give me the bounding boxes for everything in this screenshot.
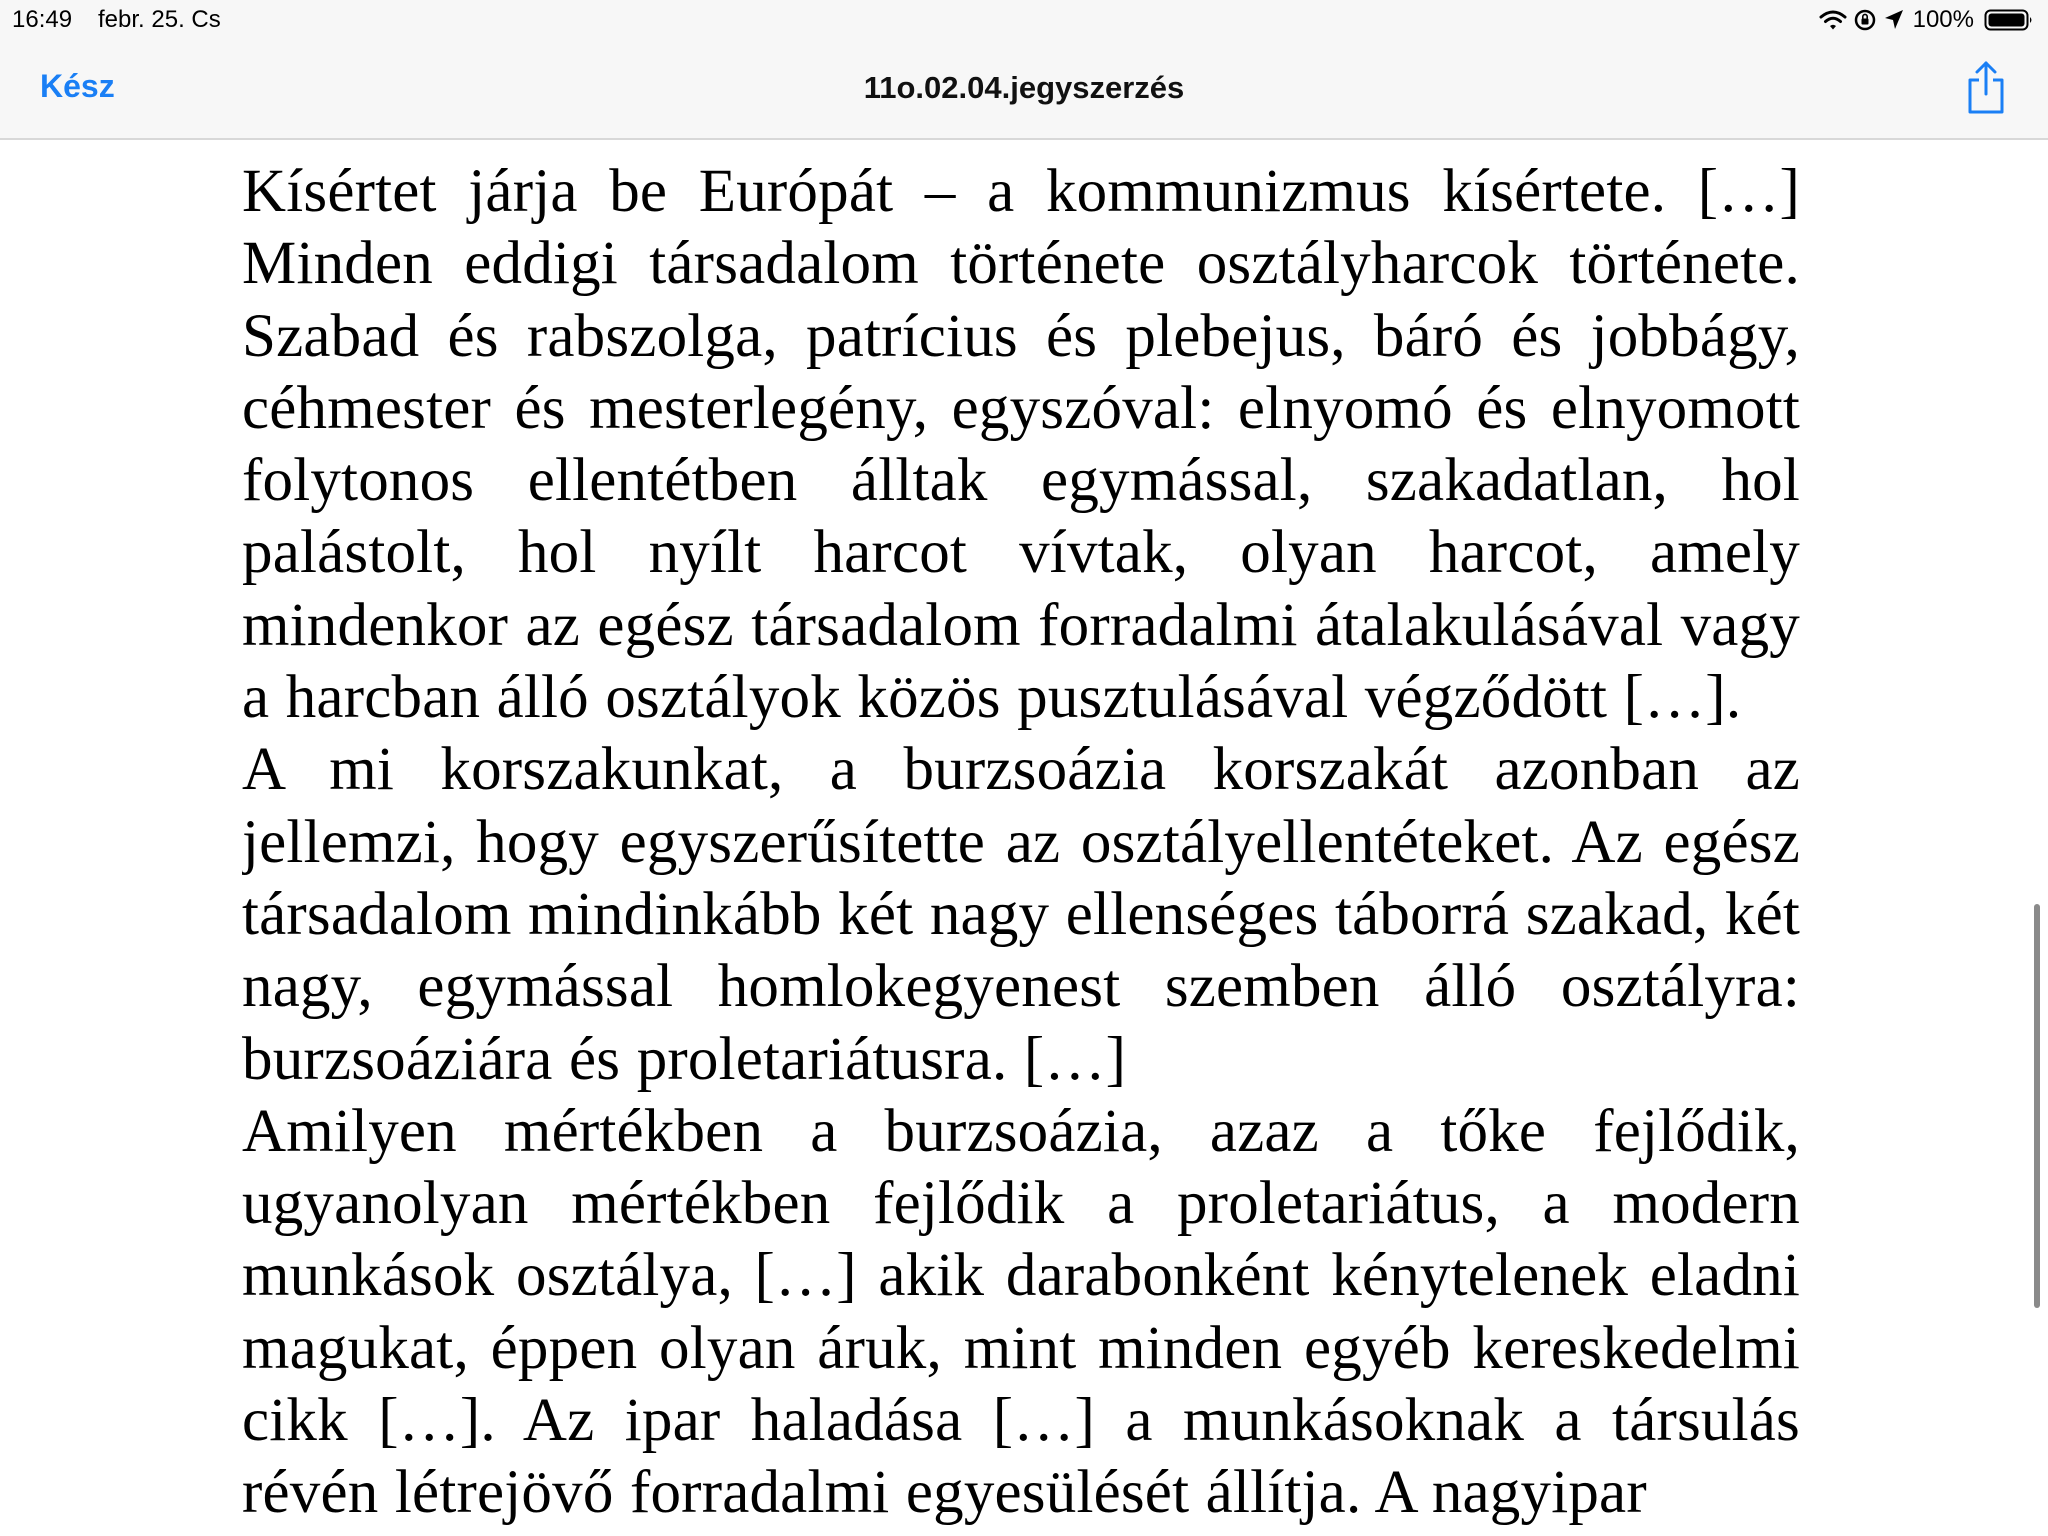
navigation-bar bbox=[0, 40, 2048, 140]
done-button[interactable]: Kész bbox=[40, 68, 115, 104]
paragraph: A mi korszakunkat, a burzsoázia korszakát azonban az jellemzi, hogy egyszerűsítette az osztályellentéteket. Az egész társadalom mindinkább két nagy ellenséges táborrá szakad, két nagy, egymással homlokegyenest szemben álló osztályra: burzsoáziára és proletariátusra. […] bbox=[242, 736, 1800, 1093]
paragraph: Kísértet járja be Európát – a kommunizmus kísértete. […] Minden eddigi társadalom története osztályharcok története. Szabad és rabszolga, patrícius és plebejus, báró és jobbágy, céhmester és mesterlegény, egyszóval: elnyomó és elnyomott folytonos ellentétben álltak egymással, szakadatlan, hol palástolt, hol nyílt harcot vívtak, olyan harcot, amely mindenkor az egész társadalom forradalmi átalakulásával vagy a harcban álló osztályok közös pusztulásával végződött […]. bbox=[242, 158, 1800, 732]
wifi-icon bbox=[1819, 8, 1847, 32]
document-content[interactable] bbox=[242, 140, 1800, 1536]
status-time: 16:49 bbox=[12, 6, 73, 33]
share-icon[interactable] bbox=[1964, 60, 2008, 116]
scrollbar[interactable] bbox=[2034, 904, 2040, 1308]
status-date: febr. 25. Cs bbox=[98, 6, 221, 33]
battery-percent: 100% bbox=[1912, 6, 1974, 33]
status-indicators bbox=[1819, 4, 2034, 36]
status-bar bbox=[0, 0, 2048, 40]
orientation-lock-icon bbox=[1853, 8, 1877, 32]
location-icon bbox=[1883, 8, 1905, 32]
battery-icon bbox=[1984, 8, 2034, 32]
document-title: 11o.02.04.jegyszerzés bbox=[863, 70, 1185, 105]
paragraph: Amilyen mértékben a burzsoázia, azaz a tőke fejlődik, ugyanolyan mértékben fejlődik a proletariátus, a modern munkások osztálya, […] akik darabonként kénytelenek eladni magukat, éppen olyan áruk, mint minden egyéb kereskedelmi cikk […]. Az ipar haladása […] a munkásoknak a társulás révén létrejövő forradalmi egyesülését állítja. A nagyipar bbox=[242, 1097, 1800, 1527]
